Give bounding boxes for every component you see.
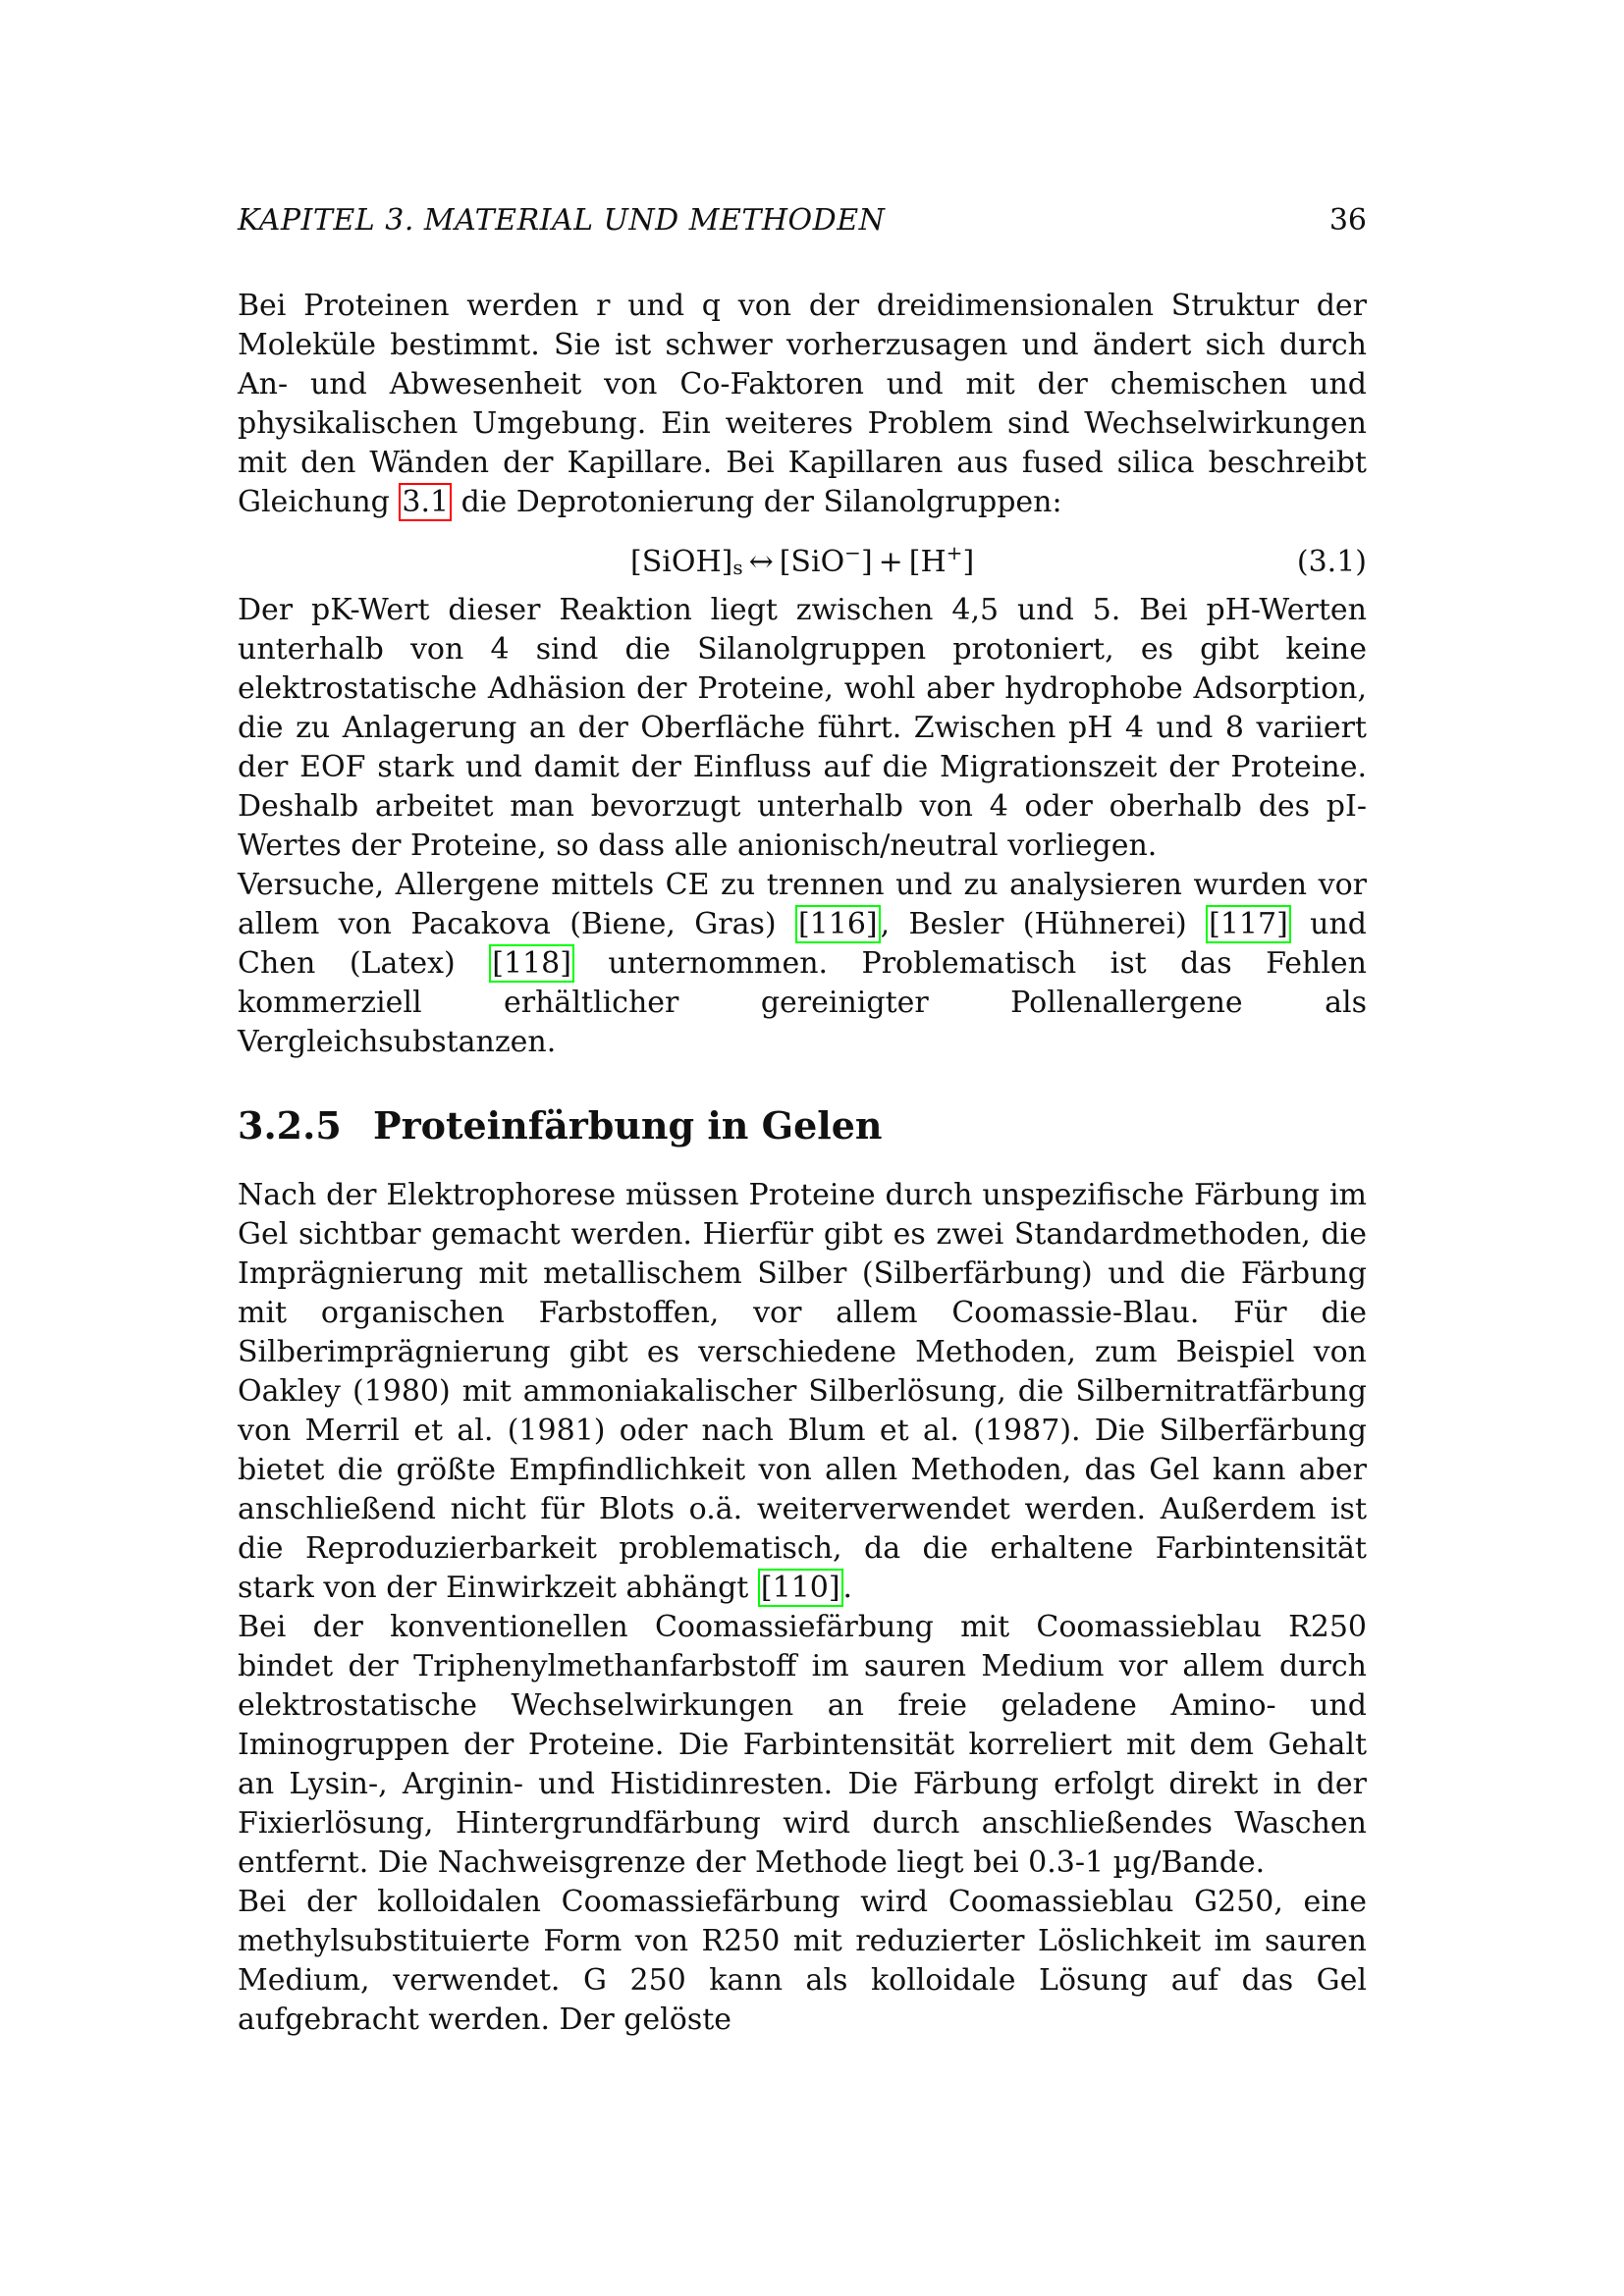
equation-term-1: [SiO xyxy=(779,545,845,579)
paragraph-text: Versuche, Allergene mittels CE zu trennen und zu analysieren wurden vor allem von Pacakova (Biene, Gras) xyxy=(238,868,1367,941)
paragraph-text: Nach der Elektrophorese müssen Proteine durch unspezifische Färbung im Gel sichtbar gemacht werden. Hierfür gibt es zwei Standardmethoden, die Imprägnierung mit metallischem Silber (Silberfärbung) und die Färbung mit organischen Farbstoffen, vor allem Coomassie-Blau. Für die Silberimprägnierung gibt es verschiedene Methoden, zum Beispiel von Oakley (1980) mit ammoniakalischer Silberlösung, die Silbernitratfärbung von Merril et al. (1981) oder nach Blum et al. (1987). Die Silberfärbung bietet die größte Empfindlichkeit von allen Methoden, das Gel kann aber anschließend nicht für Blots o.ä. weiterverwendet werden. Außerdem ist die Reproduzierbarkeit problematisch, da die erhaltene Farbintensität stark von der Einwirkzeit abhängt xyxy=(238,1178,1367,1605)
running-head xyxy=(238,196,1367,245)
paragraph-text: unternommen. Problematisch ist das Fehlen kommerziell erhältlicher gereinigter Pollenallergene als Vergleichsubstanzen. xyxy=(238,946,1367,1059)
equation-body xyxy=(630,534,974,591)
equation-term-1-close: ] xyxy=(860,545,873,579)
equation-reference-link[interactable]: 3.1 xyxy=(399,483,452,521)
paragraph-pk-value: Der pK-Wert dieser Reaktion liegt zwischen 4,5 und 5. Bei pH-Werten unterhalb von 4 sind die Silanolgruppen protoniert, es gibt keine elektrostatische Adhäsion der Proteine, wohl aber hydrophobe Adsorption, die zu Anlagerung an der Oberfläche führt. Zwischen pH 4 und 8 variiert der EOF stark und damit der Einfluss auf die Migrationszeit der Proteine. Deshalb arbeitet man bevorzugt unterhalb von 4 oder oberhalb des pI-Wertes der Proteine, so dass alle anionisch/neutral vorliegen. xyxy=(238,593,1367,863)
equation-3-1 xyxy=(238,534,1367,591)
paragraph-text: und Chen (Latex) xyxy=(238,907,1367,981)
section-title: Proteinfärbung in Gelen xyxy=(373,1103,883,1148)
page-body xyxy=(238,196,1367,2040)
equation-plus: + xyxy=(878,545,903,579)
citation-link-110[interactable]: [110] xyxy=(758,1569,843,1607)
equation-term-1-charge: − xyxy=(844,541,861,564)
paragraph-text: . xyxy=(842,1571,853,1605)
chapter-title: KAPITEL 3. MATERIAL UND METHODEN xyxy=(238,203,886,238)
equation-lhs: [SiOH] xyxy=(630,545,733,579)
equation-term-2-close: ] xyxy=(962,545,975,579)
paragraph-staining-methods xyxy=(238,1176,1367,1608)
section-heading xyxy=(238,1101,1367,1150)
section-number: 3.2.5 xyxy=(238,1103,342,1148)
paragraph-protein-structure xyxy=(238,287,1367,522)
paragraph-text: , Besler (Hühnerei) xyxy=(880,907,1207,941)
equation-term-2-charge: + xyxy=(946,541,963,564)
page-number: 36 xyxy=(1328,203,1367,238)
equilibrium-arrow: ↔ xyxy=(748,545,774,579)
paragraph-text: die Deprotonierung der Silanolgruppen: xyxy=(452,485,1062,519)
citation-link-117[interactable]: [117] xyxy=(1206,905,1291,943)
equation-number: (3.1) xyxy=(1296,545,1367,579)
citation-link-116[interactable]: [116] xyxy=(795,905,881,943)
equation-lhs-subscript: s xyxy=(732,556,743,579)
citation-link-118[interactable]: [118] xyxy=(489,944,574,983)
paragraph-allergen-ce xyxy=(238,866,1367,1062)
equation-term-2: [H xyxy=(908,545,947,579)
paragraph-text: Bei Proteinen werden r und q von der dreidimensionalen Struktur der Moleküle bestimmt. Sie ist schwer vorherzusagen und ändert sich durch An- und Abwesenheit von Co-Faktoren und mit der chemischen und physikalischen Umgebung. Ein weiteres Problem sind Wechselwirkungen mit den Wänden der Kapillare. Bei Kapillaren aus fused silica beschreibt Gleichung xyxy=(238,289,1367,519)
paragraph-coomassie-colloidal: Bei der kolloidalen Coomassiefärbung wird Coomassieblau G250, eine methylsubstituierte Form von R250 mit reduzierter Löslichkeit im sauren Medium, verwendet. G 250 kann als kolloidale Lösung auf das Gel aufgebracht werden. Der gelöste xyxy=(238,1885,1367,2037)
paragraph-coomassie-conventional: Bei der konventionellen Coomassiefärbung mit Coomassieblau R250 bindet der Triphenylmethanfarbstoff im sauren Medium vor allem durch elektrostatische Wechselwirkungen an freie geladene Amino- und Iminogruppen der Proteine. Die Farbintensität korreliert mit dem Gehalt an Lysin-, Arginin- und Histidinresten. Die Färbung erfolgt direkt in der Fixierlösung, Hintergrundfärbung wird durch anschließendes Waschen entfernt. Die Nachweisgrenze der Methode liegt bei 0.3-1 µg/Bande. xyxy=(238,1610,1367,1880)
